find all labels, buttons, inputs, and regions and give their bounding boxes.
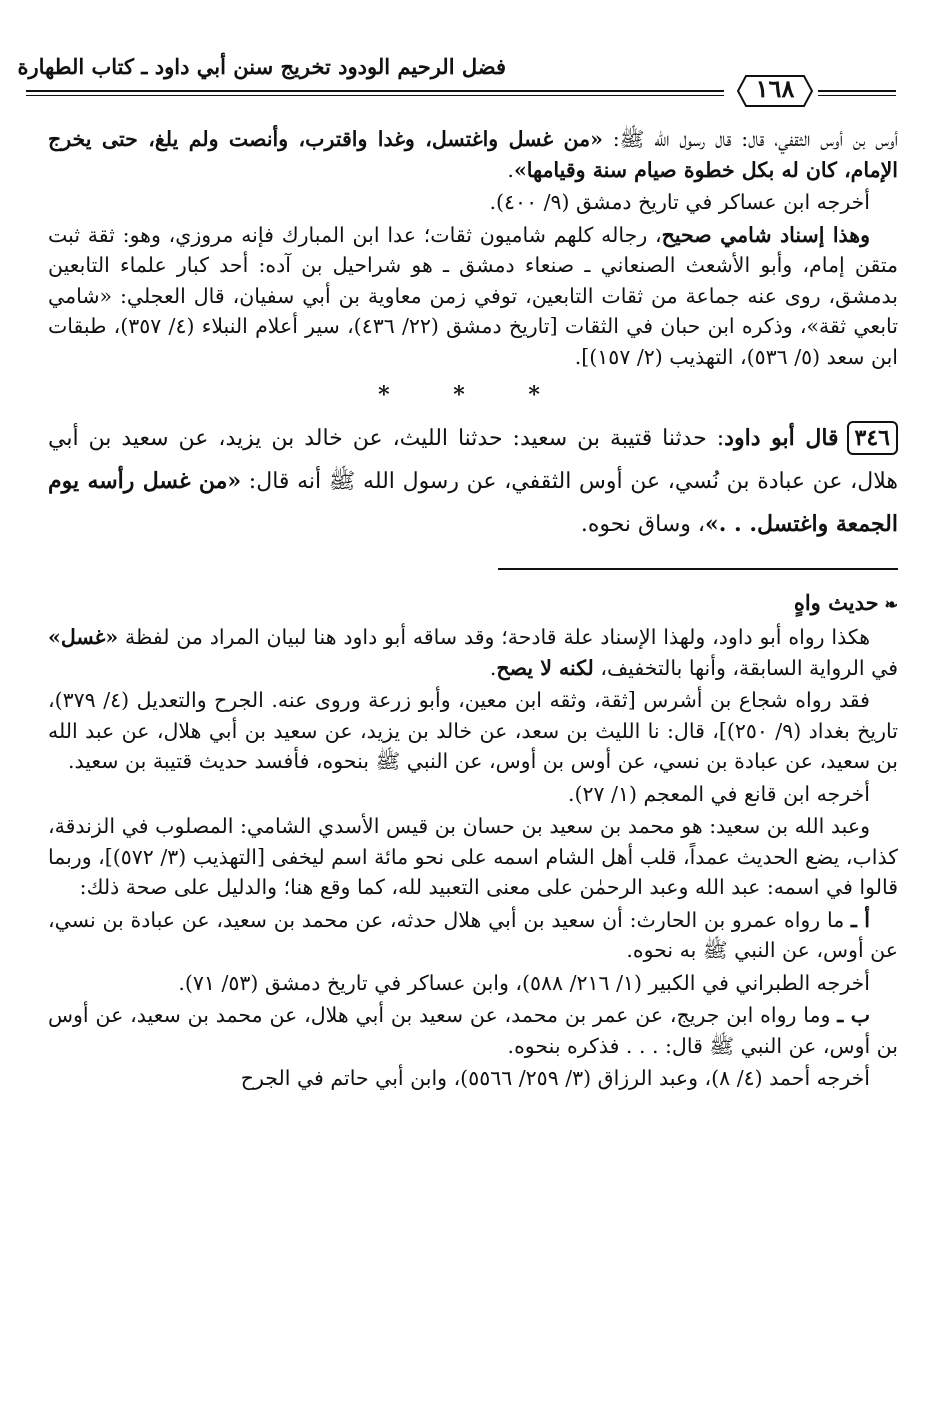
divider xyxy=(498,568,898,570)
hadith-quote: «من غسل واغتسل، وغدا واقترب، وأنصت ولم يلغ، حتى يخرج الإمام، كان له بكل خطوة صيام سنة وقيامها» xyxy=(48,127,898,182)
leaf-ornament-icon: ❧ xyxy=(884,594,898,614)
list-marker: أ ـ xyxy=(850,907,870,932)
paragraph: وعبد الله بن سعيد: هو محمد بن سعيد بن حسان بن قيس الأسدي الشامي: المصلوب في الزندقة، كذاب، يضع الحديث عمداً، قلب أهل الشام اسمه على نحو مائة اسم ليخفى [التهذيب (٣/ ٥٧٢)]، وربما قالوا في اسمه: عبد الله وعبد الرحمٰن على معنى التعبيد لله، كما وقع هنا؛ والدليل على صحة ذلك: xyxy=(48,814,898,899)
citation: أخرجه أحمد (٤/ ٨)، وعبد الرزاق (٣/ ٢٥٩/ ٥٥٦٦)، وابن أبي حاتم في الجرح xyxy=(240,1066,870,1090)
heading-text: حديث واهٍ xyxy=(793,589,879,615)
text-run: في الرواية السابقة، وأنها بالتخفيف، xyxy=(593,655,898,680)
header-rule xyxy=(26,90,724,96)
main-text xyxy=(48,124,898,1096)
hadith-text xyxy=(48,417,898,546)
text-run-bold: «غسل» xyxy=(48,625,119,649)
text-run: ، رجاله كلهم شاميون ثقات؛ عدا ابن المبارك فإنه مروزي، وهو: ثقة ثبت متقن إمام، وأبو الأشعث الصنعاني ـ صنعاء دمشق ـ هو شراحيل بن آده: أحد كبار علماء التابعين بدمشق، روى عنه جماعة من ثقات التابعين، توفي زمن معاوية بن أبي سفيان، قال العجلي: «شامي تابعي ثقة»، وذكره ابن حبان في الثقات [تاريخ دمشق (٢٢/ ٤٣٦)، سير أعلام النبلاء (٤/ ٣٥٧)، طبقات ابن سعد (٥/ ٥٣٦)، التهذيب (٢/ ١٥٧)]. xyxy=(48,222,898,369)
citation: أخرجه ابن قانع في المعجم (١/ ٢٧). xyxy=(567,781,870,806)
section-separator: * * * xyxy=(378,382,568,408)
page-header xyxy=(18,48,906,108)
text-run: ما رواه عمرو بن الحارث: أن سعيد بن أبي هلال حدثه، عن محمد بن سعيد، عن عبادة بن نسي، عن أوس، عن النبي ﷺ به نحوه. xyxy=(48,907,898,962)
section-heading xyxy=(48,588,898,621)
text-run: ، وساق نحوه. xyxy=(580,511,705,537)
citation: أخرجه ابن عساكر في تاريخ دمشق (٩/ ٤٠٠). xyxy=(489,190,870,214)
text-run: وما رواه ابن جريج، عن عمر بن محمد، عن سعيد بن أبي هلال، عن محمد بن سعيد، عن أوس بن أوس، عن النبي ﷺ قال: . . . فذكره بنحوه. xyxy=(48,1003,898,1058)
paragraph xyxy=(48,124,898,185)
paragraph xyxy=(48,1000,898,1061)
page-number-frame xyxy=(736,72,814,110)
citation: أخرجه الطبراني في الكبير (١/ ٢١٦/ ٥٨٨)، وابن عساكر في تاريخ دمشق (٥٣/ ٧١). xyxy=(178,970,870,995)
narrator: قال أبو داود xyxy=(724,424,839,451)
verdict: وهذا إسناد شامي صحيح xyxy=(661,222,870,247)
page-number: ١٦٨ xyxy=(755,74,795,103)
header-rule-right xyxy=(818,90,896,96)
text-run: . xyxy=(489,655,497,680)
text-run: هكذا رواه أبو داود، ولهذا الإسناد علة قادحة؛ وقد ساقه أبو داود هنا لبيان المراد من لفظة xyxy=(118,625,870,649)
hadith-number: ٣٤٦ xyxy=(847,421,898,455)
paragraph xyxy=(48,905,898,966)
verdict: لكنه لا يصح xyxy=(496,655,594,680)
paragraph xyxy=(48,622,898,683)
hadith-quote: «من غسل رأسه يوم الجمعة واغتسل. . .» xyxy=(48,467,898,537)
running-title: فضل الرحيم الودود تخريج سنن أبي داود ـ كتاب الطهارة xyxy=(17,54,506,79)
text-run: أوس بن أوس الثقفي، قال: قال رسول الله ﷺ: xyxy=(602,127,898,151)
text-run: : حدثنا قتيبة بن سعيد: حدثنا الليث، عن خالد بن يزيد، عن سعيد بن أبي هلال، عن عبادة بن نُسي، عن أوس الثقفي، عن رسول الله ﷺ أنه قال: xyxy=(48,425,898,494)
paragraph xyxy=(48,220,898,373)
paragraph: فقد رواه شجاع بن أشرس [ثقة، وثقه ابن معين، وأبو زرعة وروى عنه. الجرح والتعديل (٤/ ٣٧٩)، تاريخ بغداد (٩/ ٢٥٠)]، قال: نا الليث بن سعد، عن خالد بن يزيد، عن سعيد بن أبي هلال، عن عبد الله بن سعيد، عن عبادة بن نسي، عن أوس بن أوس، عن النبي ﷺ بنحوه، فأفسد حديث قتيبة بن سعيد. xyxy=(48,688,898,773)
list-marker: ب ـ xyxy=(837,1003,870,1027)
text-run: . xyxy=(507,157,514,182)
